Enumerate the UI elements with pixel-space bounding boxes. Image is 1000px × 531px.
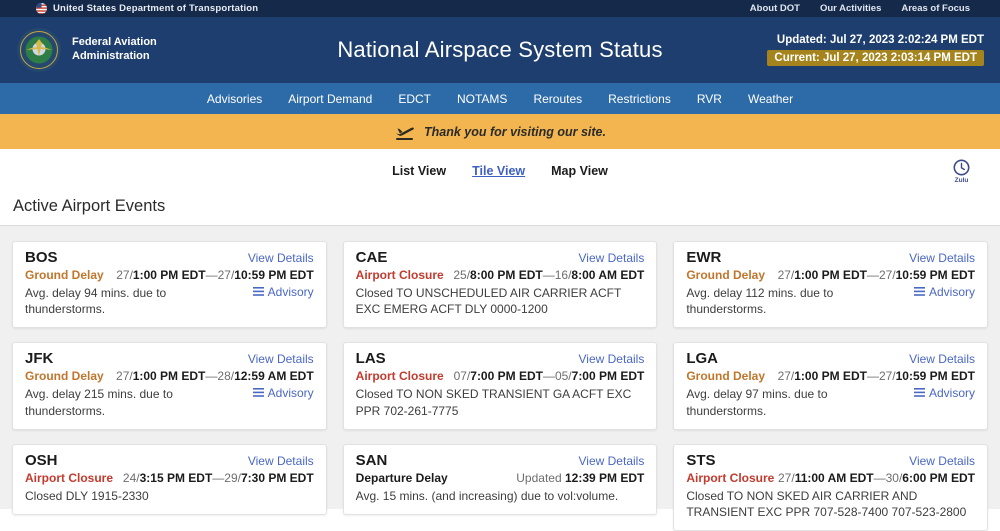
- airport-code: LAS: [355, 350, 386, 368]
- event-time: [778, 471, 975, 485]
- event-start-day: 27/: [777, 369, 795, 384]
- event-start-day: 27/: [116, 268, 133, 282]
- card-top-row: [686, 452, 975, 469]
- view-toggle-row: [0, 149, 1000, 193]
- banner-message: Thank you for visiting our site.: [424, 124, 606, 139]
- event-end-time: 8:00 AM EDT: [571, 268, 645, 282]
- airport-event-card-las: [343, 342, 658, 429]
- advisory-list-icon: [253, 285, 264, 299]
- event-end-day: —05/: [542, 369, 572, 384]
- view-toggle-map[interactable]: Map View: [551, 164, 608, 178]
- event-end-day: —27/: [866, 369, 896, 384]
- event-description: Avg. delay 215 mins. due to thunderstorms.: [25, 387, 173, 418]
- advisory-link[interactable]: [253, 386, 314, 400]
- gov-topbar: [0, 0, 1000, 17]
- card-event-row: [356, 268, 645, 282]
- card-description-row: [25, 386, 314, 418]
- view-toggle-tile[interactable]: Tile View: [472, 164, 526, 178]
- welcome-banner: [0, 114, 1000, 149]
- event-start-time: 3:15 PM EDT: [139, 470, 213, 485]
- card-event-row: [356, 471, 645, 485]
- event-start-day: 27/: [778, 470, 795, 485]
- nav-item-advisories[interactable]: Advisories: [206, 91, 263, 106]
- airport-event-card-bos: [12, 241, 327, 328]
- event-start-time: 7:00 PM EDT: [470, 369, 543, 384]
- event-end-day: —30/: [873, 470, 903, 485]
- topbar-link-about-dot[interactable]: About DOT: [749, 3, 800, 14]
- event-start-day: 24/: [122, 470, 140, 485]
- event-description: Avg. delay 97 mins. due to thunderstorms.: [686, 387, 828, 418]
- view-details-link[interactable]: View Details: [247, 453, 314, 468]
- view-details-link[interactable]: View Details: [909, 352, 975, 367]
- advisory-label: Advisory: [267, 285, 314, 299]
- faa-agency-name: Federal Aviation Administration: [72, 36, 157, 62]
- topbar-link-areas-of-focus[interactable]: Areas of Focus: [901, 3, 970, 14]
- airport-event-card-sts: [673, 444, 988, 531]
- card-top-row: [25, 249, 314, 266]
- event-updated-time: 12:39 PM EDT: [564, 470, 645, 485]
- airport-event-card-lga: [673, 342, 988, 429]
- event-start-time: 1:00 PM EDT: [132, 268, 206, 282]
- card-top-row: [25, 350, 314, 367]
- event-end-day: —28/: [205, 369, 235, 384]
- zulu-label: Zulu: [954, 177, 969, 184]
- event-type-label: Departure Delay: [355, 470, 448, 485]
- event-start-day: 27/: [116, 369, 133, 384]
- event-time: [778, 369, 975, 383]
- advisory-list-icon: [914, 285, 925, 299]
- page-title: National Airspace System Status: [337, 37, 663, 62]
- nav-item-restrictions[interactable]: Restrictions: [608, 91, 671, 106]
- event-description: Closed TO UNSCHEDULED AIR CARRIER ACFT EXC EMERG ACFT DLY 0000-1200: [355, 286, 622, 317]
- card-description-row: [25, 488, 314, 504]
- nav-item-reroutes[interactable]: Reroutes: [533, 91, 583, 106]
- airport-code: CAE: [355, 249, 388, 266]
- event-end-time: 10:59 PM EDT: [895, 369, 975, 384]
- event-type-label: Airport Closure: [355, 369, 444, 384]
- advisory-list-icon: [253, 386, 264, 400]
- view-details-link[interactable]: View Details: [578, 251, 645, 265]
- event-start-day: 27/: [777, 268, 795, 282]
- event-start-day: 25/: [453, 268, 471, 282]
- faa-seal-logo: [16, 27, 62, 73]
- airport-event-card-ewr: [673, 241, 988, 328]
- event-end-day: —29/: [212, 470, 241, 485]
- advisory-label: Advisory: [928, 285, 975, 299]
- event-end-time: 12:59 AM EDT: [234, 369, 314, 384]
- event-time: [778, 268, 975, 282]
- updated-timestamp: Updated: Jul 27, 2023 2:02:24 PM EDT: [776, 34, 984, 46]
- airport-code: STS: [686, 451, 716, 469]
- event-description: Avg. 15 mins. (and increasing) due to vol:volume.: [355, 488, 619, 503]
- nav-item-rvr[interactable]: RVR: [696, 91, 722, 106]
- card-event-row: [25, 268, 314, 282]
- event-start-time: 1:00 PM EDT: [132, 369, 206, 384]
- active-airport-events-heading: Active Airport Events: [0, 193, 1000, 226]
- card-description-row: [356, 386, 645, 418]
- current-timestamp-badge: Current: Jul 27, 2023 2:03:14 PM EDT: [767, 50, 984, 66]
- event-type-label: Ground Delay: [686, 268, 766, 282]
- event-description: Avg. delay 94 mins. due to thunderstorms.: [25, 286, 167, 317]
- airport-code: SAN: [355, 451, 388, 469]
- view-details-link[interactable]: View Details: [578, 453, 645, 468]
- card-top-row: [686, 249, 975, 266]
- event-description: Closed TO NON SKED TRANSIENT GA ACFT EXC PPR 702-261-7775: [355, 387, 632, 418]
- event-type-label: Ground Delay: [25, 369, 104, 384]
- airport-event-card-cae: [343, 241, 658, 328]
- event-type-label: Ground Delay: [686, 369, 766, 384]
- advisory-link[interactable]: [914, 386, 975, 400]
- airport-code: JFK: [25, 350, 54, 368]
- nav-item-weather[interactable]: Weather: [747, 91, 794, 106]
- event-start-time: 1:00 PM EDT: [794, 268, 867, 282]
- event-description: Closed DLY 1915-2330: [25, 488, 149, 503]
- advisory-list-icon: [914, 386, 925, 400]
- site-header: [0, 17, 1000, 83]
- event-description: Closed TO NON SKED AIR CARRIER AND TRANSIENT EXC PPR 707-528-7400 707-523-2800: [686, 488, 967, 519]
- event-end-day: —27/: [866, 268, 896, 282]
- airport-code: LGA: [686, 350, 718, 368]
- airport-code: OSH: [25, 451, 58, 469]
- event-start-time: 1:00 PM EDT: [794, 369, 867, 384]
- event-type-label: Airport Closure: [25, 470, 114, 485]
- cards-grid: [0, 226, 1000, 519]
- advisory-label: Advisory: [267, 386, 314, 401]
- card-description-row: [686, 386, 975, 418]
- airport-event-card-osh: [12, 444, 327, 515]
- card-description-row: [356, 488, 645, 504]
- card-description-row: [356, 285, 645, 317]
- card-event-row: [356, 369, 645, 383]
- nav-item-edct[interactable]: EDCT: [398, 91, 431, 106]
- view-details-link[interactable]: View Details: [578, 352, 645, 367]
- event-start-time: 8:00 PM EDT: [470, 268, 543, 282]
- event-updated-label: Updated: [516, 470, 565, 485]
- event-end-day: —27/: [205, 268, 235, 282]
- view-details-link[interactable]: View Details: [247, 352, 314, 367]
- event-time: [453, 268, 644, 282]
- card-event-row: [686, 471, 975, 485]
- zulu-clock-toggle[interactable]: [953, 159, 970, 184]
- event-start-day: 07/: [453, 369, 471, 384]
- card-event-row: [686, 268, 975, 282]
- advisory-link[interactable]: [253, 285, 314, 299]
- advisory-link[interactable]: [914, 285, 975, 299]
- event-time: [516, 471, 644, 485]
- us-flag-icon: [36, 3, 47, 14]
- advisory-label: Advisory: [928, 386, 975, 401]
- event-time: [116, 268, 313, 282]
- event-end-time: 7:30 PM EDT: [240, 470, 314, 485]
- event-time: [123, 471, 314, 485]
- event-type-label: Airport Closure: [686, 470, 775, 485]
- plane-takeoff-icon: [394, 123, 416, 141]
- view-details-link[interactable]: View Details: [247, 251, 314, 265]
- view-toggle-list[interactable]: List View: [392, 164, 447, 178]
- view-details-link[interactable]: View Details: [909, 251, 975, 265]
- card-description-row: [686, 488, 975, 520]
- nav-item-airport-demand[interactable]: Airport Demand: [288, 91, 373, 106]
- event-end-time: 10:59 PM EDT: [234, 268, 314, 282]
- airport-event-card-jfk: [12, 342, 327, 429]
- card-top-row: [686, 350, 975, 367]
- view-details-link[interactable]: View Details: [909, 453, 975, 468]
- topbar-link-our-activities[interactable]: Our Activities: [819, 3, 882, 14]
- nav-item-notams[interactable]: NOTAMS: [456, 91, 508, 106]
- card-description-row: [686, 285, 975, 317]
- clock-icon: [953, 159, 970, 176]
- card-event-row: [25, 369, 314, 383]
- event-end-day: —16/: [542, 268, 572, 282]
- gov-agency-label: United States Department of Transportation: [53, 3, 259, 14]
- airport-code: EWR: [686, 249, 722, 266]
- event-description: Avg. delay 112 mins. due to thunderstorms.: [686, 286, 834, 317]
- card-event-row: [25, 471, 314, 485]
- card-top-row: [356, 249, 645, 266]
- card-event-row: [686, 369, 975, 383]
- event-time: [454, 369, 645, 383]
- event-start-time: 11:00 AM EDT: [794, 470, 874, 485]
- card-top-row: [356, 452, 645, 469]
- event-time: [116, 369, 314, 383]
- card-top-row: [356, 350, 645, 367]
- card-description-row: [25, 285, 314, 317]
- airport-code: BOS: [25, 249, 58, 266]
- event-end-time: 6:00 PM EDT: [902, 470, 975, 485]
- card-top-row: [25, 452, 314, 469]
- event-end-time: 10:59 PM EDT: [895, 268, 975, 282]
- event-end-time: 7:00 PM EDT: [571, 369, 645, 384]
- airport-event-card-san: [343, 444, 658, 515]
- main-nav: [0, 83, 1000, 114]
- event-type-label: Airport Closure: [355, 268, 444, 282]
- event-type-label: Ground Delay: [25, 268, 104, 282]
